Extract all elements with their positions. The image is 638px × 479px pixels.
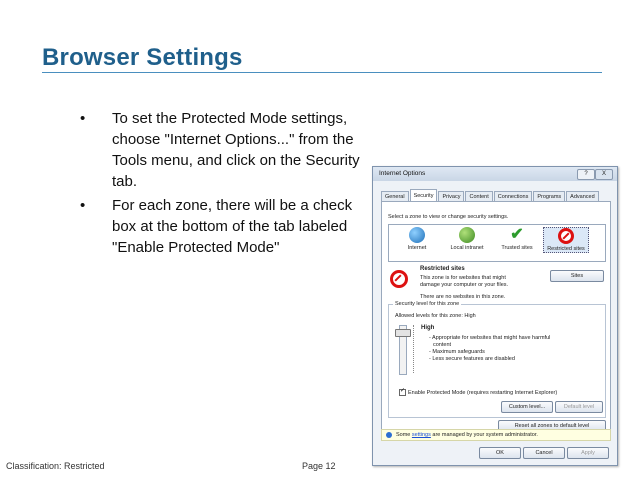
tab-security[interactable]: Security [410,189,438,202]
protected-mode-checkbox[interactable] [399,389,406,396]
internet-options-dialog [372,166,618,466]
tab-connections[interactable]: Connections [494,191,533,201]
allowed-levels-text: Allowed levels for this zone: High [395,313,476,319]
dialog-title: Internet Options [379,170,426,177]
zone-name: Restricted sites [420,266,465,272]
zone-label: Internet [407,245,427,251]
tab-privacy[interactable]: Privacy [438,191,464,201]
bullet-list [80,108,370,261]
bullet-item [80,108,370,192]
tab-general[interactable]: General [381,191,409,201]
apply-button: Apply [567,447,609,459]
level-name: High [421,325,435,331]
zone-sites-status: There are no websites in this zone. [420,294,506,300]
bullet-text: For each zone, there will be a check box at the bottom of the tab labeled "Enable Protected Mode" [112,197,353,256]
zone-description: This zone is for websites that might [420,275,506,281]
bullet-dot: • [80,197,86,214]
zone-description: damage your computer or your files. [420,282,509,288]
zone-trusted-sites[interactable] [495,227,539,251]
sites-button[interactable]: Sites [550,270,604,282]
slide-title: Browser Settings [42,44,243,71]
tab-content[interactable]: Content [465,191,492,201]
tab-programs[interactable]: Programs [533,191,565,201]
protected-mode-label: Enable Protected Mode (requires restarting Internet Explorer) [408,389,558,396]
dialog-titlebar[interactable] [373,167,617,181]
help-button[interactable]: ? [577,169,595,180]
protected-mode-checkbox-row[interactable] [399,389,557,396]
zone-prompt: Select a zone to view or change security settings. [388,214,509,220]
close-button[interactable]: X [595,169,613,180]
level-description: - Appropriate for websites that might have harmful [429,335,551,341]
reset-all-zones-button[interactable]: Reset all zones to default level [498,420,606,432]
info-text: are managed by your system administrator. [432,432,538,438]
info-text: Some [396,432,411,438]
slider-ticks [413,325,418,373]
zone-label: Local intranet [450,245,484,251]
checkmark-icon: ✔ [510,226,524,243]
footer-page-number: Page 12 [302,461,336,471]
title-rule [42,72,602,73]
tab-strip [381,191,600,201]
info-icon [386,432,392,438]
no-entry-icon [558,228,574,244]
level-description: - Maximum safeguards [429,349,485,355]
default-level-button: Default level [555,401,603,413]
zone-local-intranet[interactable] [445,227,489,251]
group-legend: Security level for this zone [395,301,460,307]
admin-info-bar [381,429,611,441]
globe-icon [409,227,425,243]
custom-level-button[interactable]: Custom level... [501,401,553,413]
zone-list [388,224,606,262]
intranet-icon [459,227,475,243]
ok-button[interactable]: OK [479,447,521,459]
level-description: content [433,342,452,348]
tab-advanced[interactable]: Advanced [566,191,598,201]
footer-classification: Classification: Restricted [6,461,105,471]
cancel-button[interactable]: Cancel [523,447,565,459]
bullet-item [80,195,370,258]
security-tab-panel [381,201,611,439]
settings-link[interactable]: settings [411,432,431,438]
zone-label: Restricted sites [547,246,585,252]
security-level-group [388,301,606,418]
zone-internet[interactable] [395,227,439,251]
bullet-text: To set the Protected Mode settings, choose "Internet Options..." from the Tools menu, and click on the Security tab. [112,110,360,190]
bullet-dot: • [80,110,86,127]
security-slider-thumb[interactable] [395,329,411,337]
level-description: - Less secure features are disabled [429,356,515,362]
zone-label: Trusted sites [501,245,533,251]
restricted-zone-icon [390,270,408,288]
zone-restricted-sites[interactable] [543,227,589,253]
